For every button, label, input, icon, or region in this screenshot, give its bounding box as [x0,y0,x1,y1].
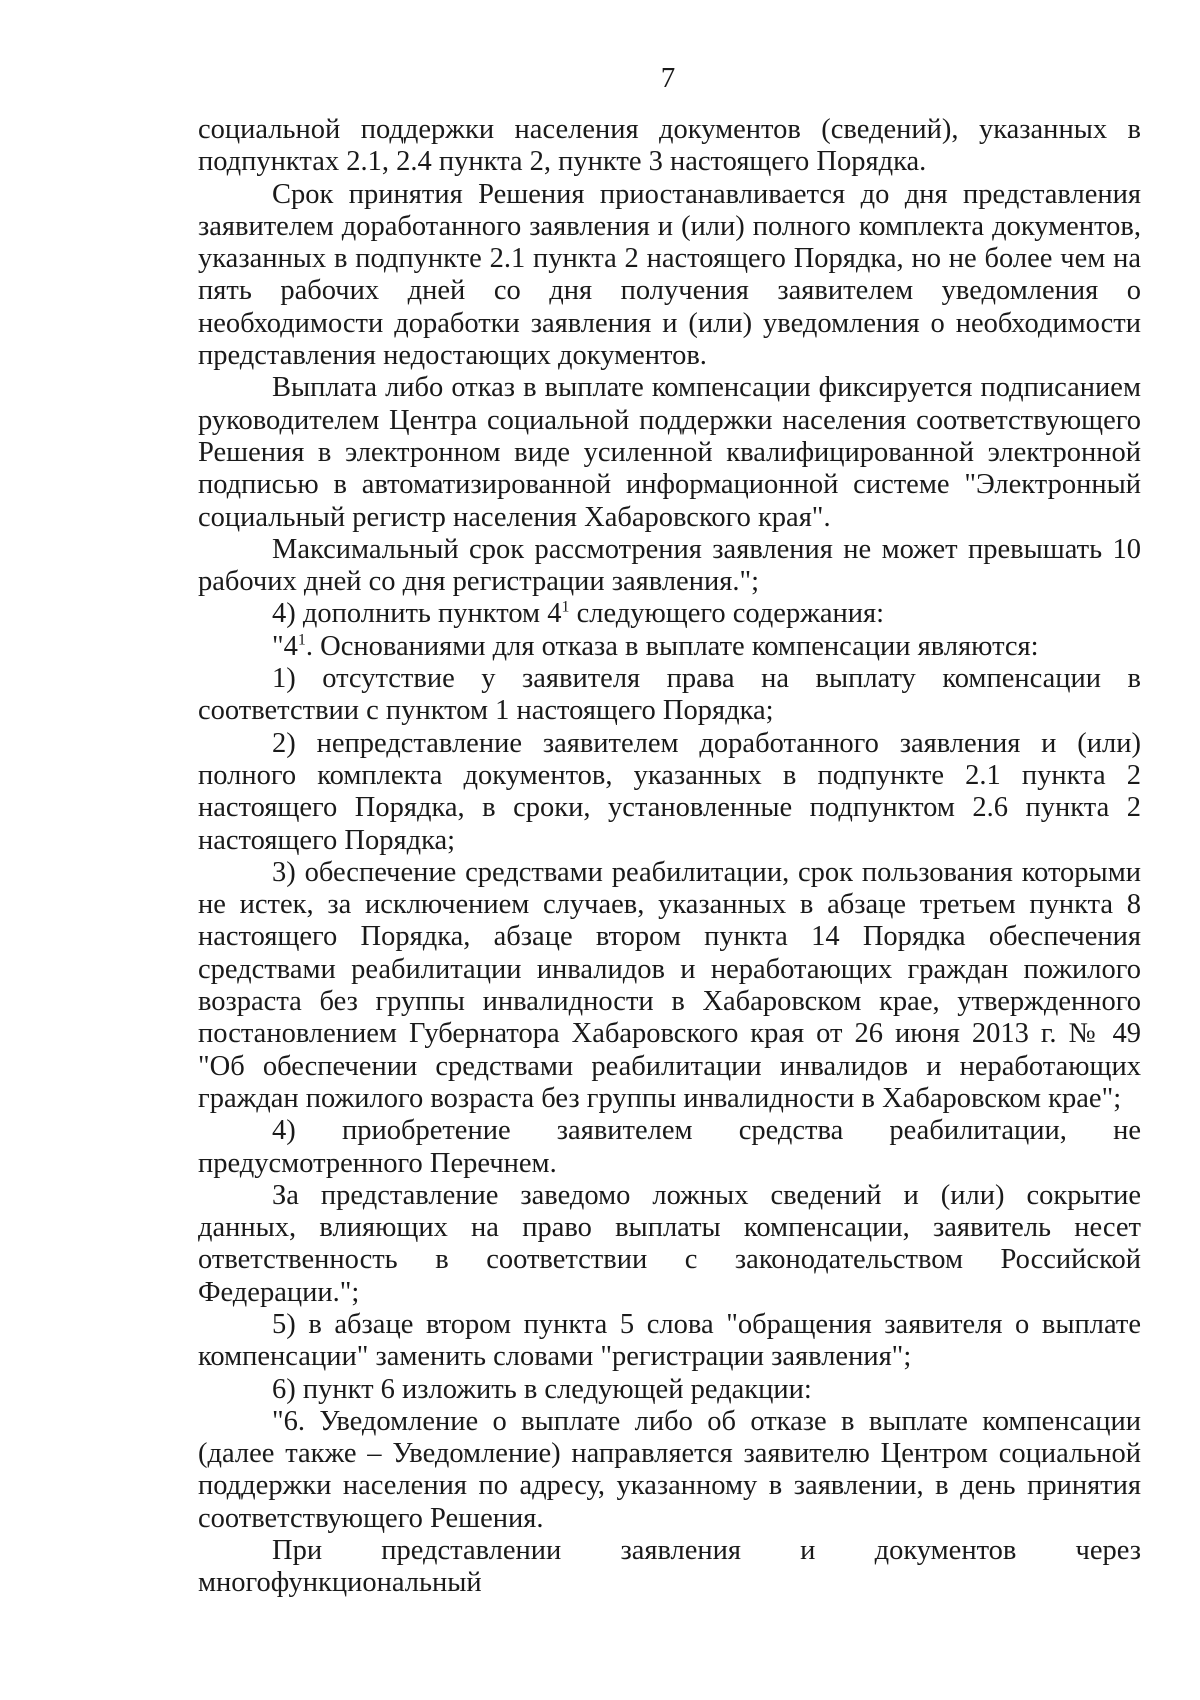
paragraph-mfc: При представлении заявления и документов через многофункциональный [198,1535,1141,1599]
paragraph-ground-2: 2) непредставление заявителем доработанного заявления и (или) полного комплекта документов, указанных в подпункте 2.1 пункта 2 настоящего Порядка, в сроки, установленные подпунктом 2.6 пункта 2 настоящего Порядка; [198,727,1141,856]
paragraph-notification: "6. Уведомление о выплате либо об отказе в выплате компенсации (далее также – Уведомление) направляется заявителю Центром социальной поддержки населения по адресу, указанному в заявлении, в день принятия соответствующего Решения. [198,1405,1141,1534]
refusal-grounds-text-end: . Основаниями для отказа в выплате компенсации являются: [305,630,1039,662]
paragraph-continuation: социальной поддержки населения документов (сведений), указанных в подпунктах 2.1, 2.4 пункта 2, пункте 3 настоящего Порядка. [198,114,1141,178]
superscript-1: 1 [297,631,306,649]
paragraph-amendment-6: 6) пункт 6 изложить в следующей редакции: [272,1373,812,1405]
paragraph-ground-3: 3) обеспечение средствами реабилитации, срок пользования которыми не истек, за исключением случаев, указанных в абзаце третьем пункта 8 настоящего Порядка, абзаце втором пункта 14 Порядка обеспечения средствами реабилитации инвалидов и неработающих граждан пожилого возраста без группы инвалидности в Хабаровском крае, утвержденного постановлением Губернатора Хабаровского края от 26 июня 2013 г. № 49 "Об обеспечении средствами реабилитации инвалидов и неработающих граждан пожилого возраста без группы инвалидности в Хабаровском крае"; [198,856,1141,1114]
page-number: 7 [660,62,676,94]
paragraph-refusal-grounds [198,631,1141,663]
refusal-grounds-text: "4 [272,630,298,662]
paragraph-amendment-4 [198,598,1141,630]
paragraph-decision-signing: Выплата либо отказ в выплате компенсации фиксируется подписанием руководителем Центра социальной поддержки населения соответствующего Решения в электронном виде усиленной квалифицированной электронной подписью в автоматизированной информационной системе "Электронный социальный регистр населения Хабаровского края". [198,372,1141,533]
amendment-4-text: 4) дополнить пунктом 4 [272,598,562,630]
amendment-4-text-end: следующего содержания: [569,598,885,630]
superscript-1: 1 [561,598,570,616]
paragraph-liability: За представление заведомо ложных сведений и (или) сокрытие данных, влияющих на право выплаты компенсации, заявитель несет ответственность в соответствии с законодательством Российской Федерации."; [198,1179,1141,1308]
paragraph-amendment-5: 5) в абзаце втором пункта 5 слова "обращения заявителя о выплате компенсации" заменить словами "регистрации заявления"; [198,1308,1141,1373]
paragraph-ground-4: 4) приобретение заявителем средства реабилитации, не предусмотренного Перечнем. [198,1115,1141,1179]
document-body [198,114,1141,1600]
paragraph-ground-1: 1) отсутствие у заявителя права на выплату компенсации в соответствии с пунктом 1 настоящего Порядка; [198,663,1141,727]
paragraph-suspension-term: Срок принятия Решения приостанавливается до дня представления заявителем доработанного заявления и (или) полного комплекта документов, указанных в подпункте 2.1 пункта 2 настоящего Порядка, но не более чем на пять рабочих дней со дня получения заявителем уведомления о необходимости доработки заявления и (или) уведомления о необходимости представления недостающих документов. [198,178,1141,372]
paragraph-max-term: Максимальный срок рассмотрения заявления не может превышать 10 рабочих дней со дня регистрации заявления."; [198,533,1141,598]
